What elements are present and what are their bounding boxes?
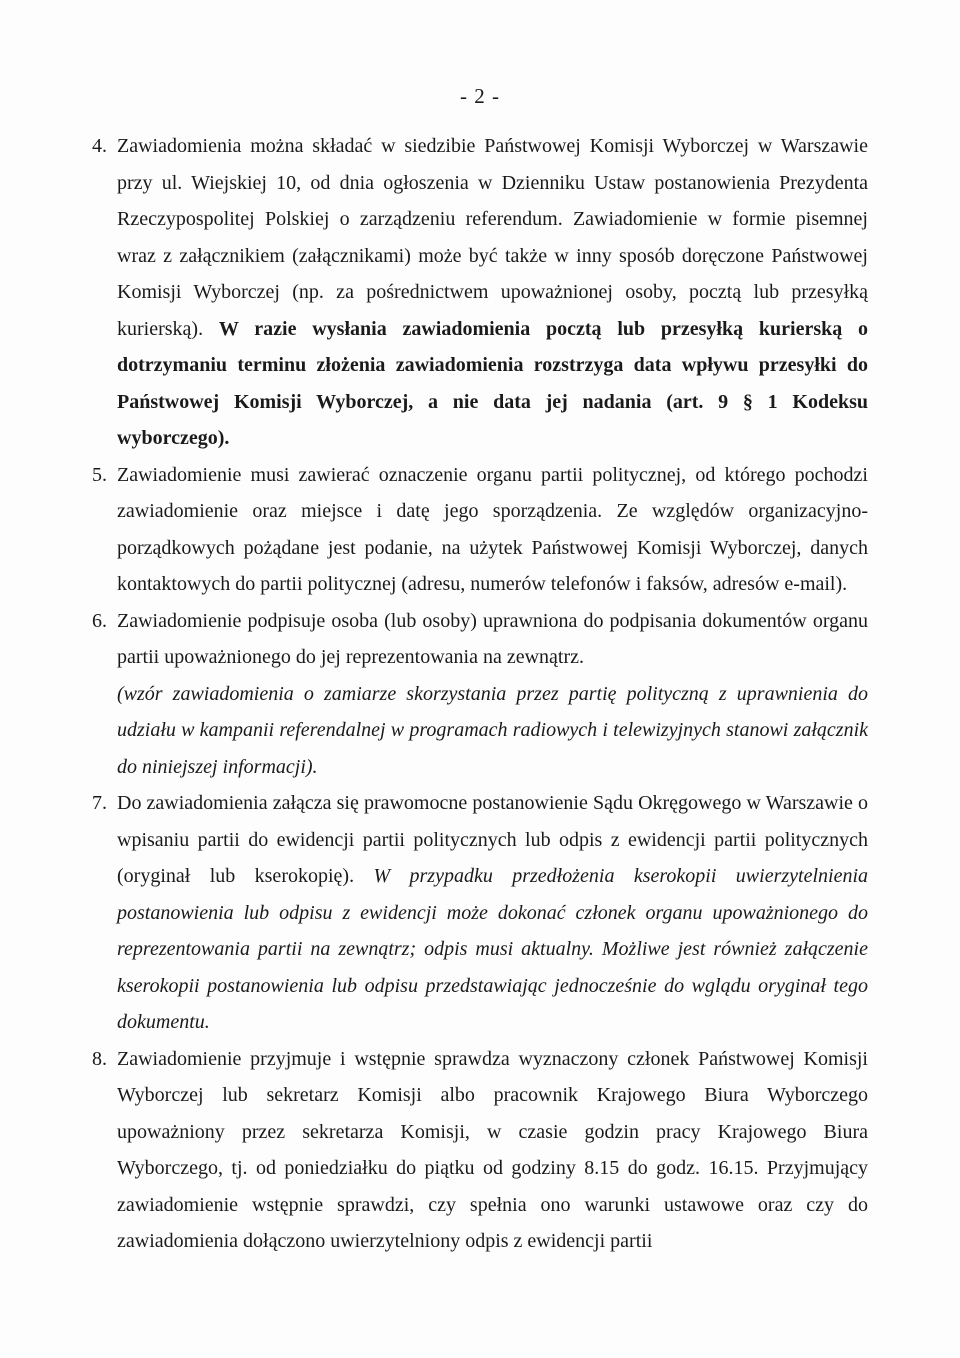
item-paragraph — [117, 128, 868, 457]
page-number: - 2 - — [460, 84, 500, 108]
item-text: Zawiadomienie podpisuje osoba (lub osoby) uprawniona do podpisania dokumentów organu partii upoważnionego do jej reprezentowania na zewnątrz. — [117, 609, 868, 668]
list-item-7 — [92, 785, 868, 1041]
item-number: 5. — [92, 463, 107, 486]
item-number: 8. — [92, 1047, 107, 1070]
item-number: 7. — [92, 792, 107, 814]
item-text: Zawiadomienie musi zawierać oznaczenie organu partii politycznej, od którego pochodzi zawiadomienie oraz miejsce i datę jego sporządzenia. Ze względów organizacyjno-porządkowych pożądane jest podanie, na użytek Państwowej Komisji Wyborczej, danych kontaktowych do partii politycznej (adresu, numerów telefonów i faksów, adresów e-mail). — [117, 463, 868, 595]
list-item-4 — [92, 128, 868, 457]
item-bold-text: W razie wysłania zawiadomienia pocztą lub przesyłką kurierską o dotrzymaniu terminu złożenia zawiadomienia rozstrzyga data wpływu przesyłki do Państwowej Komisji Wyborczej, a nie data jej nadania (art. 9 § 1 Kodeksu wyborczego). — [117, 317, 868, 449]
item-paragraph — [117, 457, 868, 603]
item-text: Do zawiadomienia załącza się prawomocne postanowienie Sądu Okręgowego w Warszawie o wpisaniu partii do ewidencji partii politycznych lub odpis z ewidencji partii politycznych (oryginał lub kserokopię). — [117, 792, 868, 887]
list-item-5 — [92, 457, 868, 603]
list-item-6 — [92, 603, 868, 786]
item-number: 6. — [92, 609, 107, 632]
item-italic-note: (wzór zawiadomienia o zamiarze skorzystania przez partię polityczną z uprawnienia do udziału w kampanii referendalnej w programach radiowych i telewizyjnych stanowi załącznik do niniejszej informacji). — [117, 682, 868, 778]
item-text: Zawiadomienie przyjmuje i wstępnie sprawdza wyznaczony członek Państwowej Komisji Wyborczej lub sekretarz Komisji albo pracownik Krajowego Biura Wyborczego upoważniony przez sekretarza Komisji, w czasie godzin pracy Krajowego Biura Wyborczego, tj. od poniedziałku do piątku od godziny 8.15 do godz. 16.15. Przyjmujący zawiadomienie wstępnie sprawdzi, czy spełnia ono warunki ustawowe oraz czy do zawiadomienia dołączono uwierzytelniony odpis z ewidencji partii — [117, 1047, 868, 1252]
list-item-8 — [92, 1041, 868, 1260]
document-body — [92, 128, 868, 1260]
item-paragraph — [117, 1041, 868, 1260]
item-italic-text: W przypadku przedłożenia kserokopii uwierzytelnienia postanowienia lub odpisu z ewidencji może dokonać członek organu upoważnionego do reprezentowania partii na zewnątrz; odpis musi aktualny. Możliwe jest również załączenie kserokopii postanowienia lub odpisu przedstawiając jednocześnie do wglądu oryginał tego dokumentu. — [117, 865, 869, 1033]
item-paragraph — [117, 603, 868, 676]
item-number: 4. — [92, 135, 107, 157]
item-paragraph — [117, 785, 868, 1041]
item-text: Zawiadomienia można składać w siedzibie Państwowej Komisji Wyborczej w Warszawie przy ul. Wiejskiej 10, od dnia ogłoszenia w Dzienniku Ustaw postanowienia Prezydenta Rzeczypospolitej Polskiej o zarządzeniu referendum. Zawiadomienie w formie pisemnej wraz z załącznikiem (załącznikami) może być także w inny sposób doręczone Państwowej Komisji Wyborczej (np. za pośrednictwem upoważnionej osoby, pocztą lub przesyłką kurierską). — [117, 135, 868, 340]
